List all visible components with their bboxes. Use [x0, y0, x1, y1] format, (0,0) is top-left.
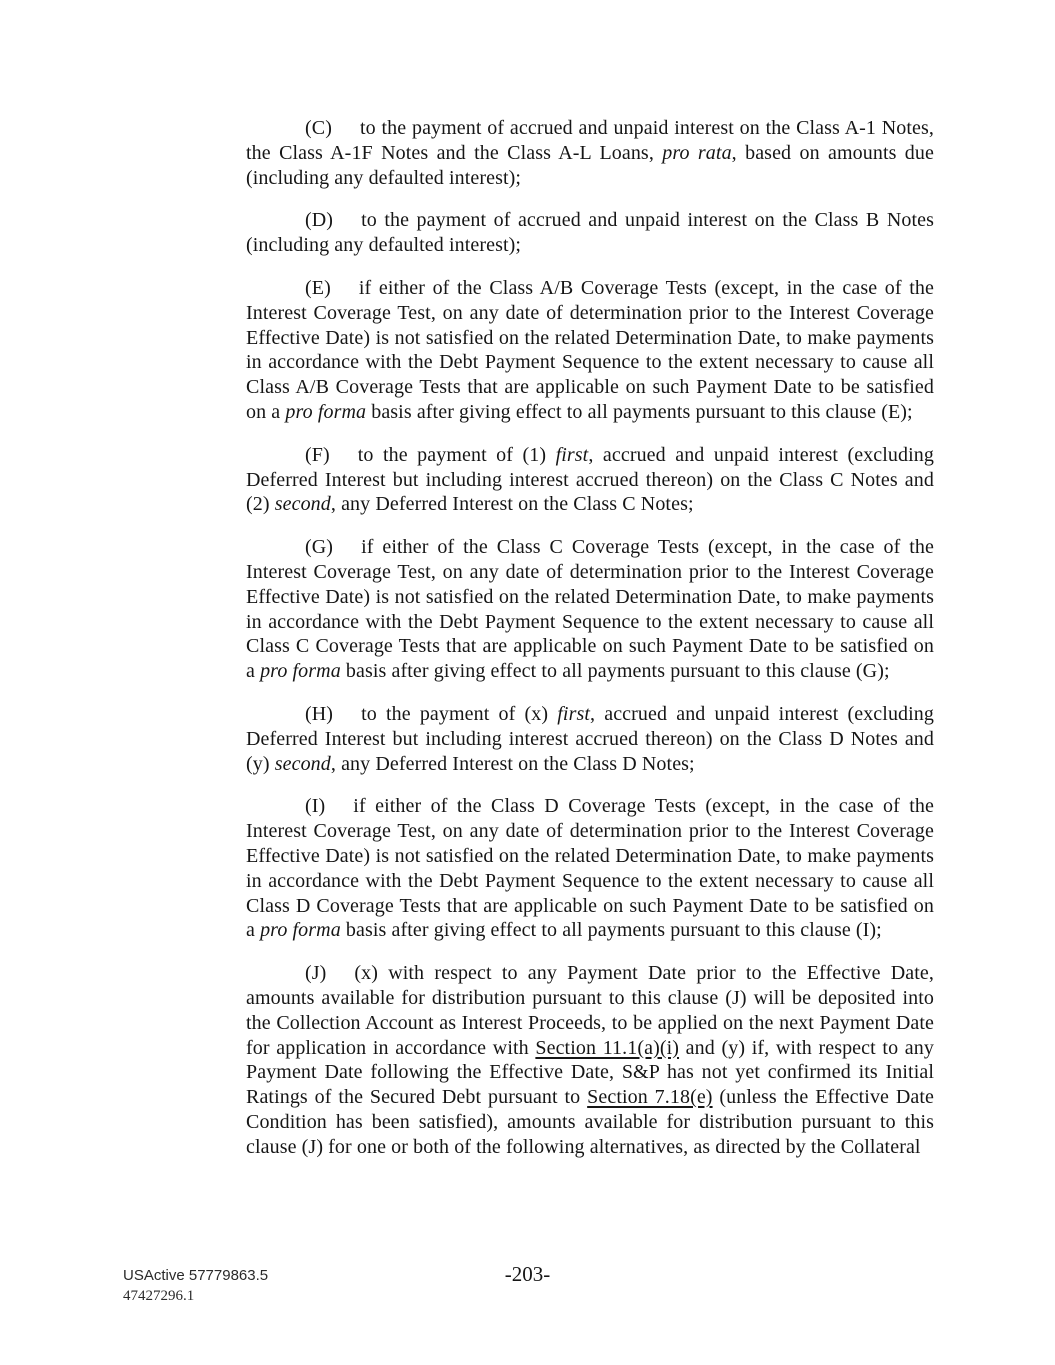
tab-space [331, 293, 359, 294]
clause-text: to the payment of (x) [361, 702, 558, 725]
clause-text: basis after giving effect to all payments pursuant to this clause (G); [340, 660, 890, 683]
emphasized-text: second [274, 752, 331, 775]
clause-text: if either of the Class D Coverage Tests (except, in the case of the Interest Coverage Test, on any date of determination prior to the Interest Coverage Effective Date) is not satisfied on the related Determination Date, to make payments in accordance with the Debt Payment Sequence to the extent necessary to cause all Class D Coverage Tests that are applicable on such Payment Date to be satisfied on a [246, 795, 934, 942]
emphasized-text: pro forma [260, 919, 341, 942]
clause-text: (unless the Effective Date Condition has been satisfied), amounts available for distribution pursuant to this clause (J) for one or both of the following alternatives, as directed by the Collateral [246, 1086, 935, 1158]
clause-label: (F) [305, 443, 330, 466]
emphasized-text: first [555, 443, 589, 466]
clause-paragraph [246, 208, 934, 258]
tab-space [325, 811, 353, 812]
clause-paragraph [246, 116, 934, 190]
clause-text: (x) with respect to any Payment Date prior to the Effective Date, amounts available for distribution pursuant to this clause (J) will be deposited into the Collection Account as Interest Proceeds, to be applied on the next Payment Date for application in accordance with [246, 962, 934, 1059]
clause-text: to the payment of (1) [357, 443, 556, 466]
clause-text: basis after giving effect to all payments pursuant to this clause (E); [366, 400, 913, 423]
emphasized-text: pro forma [285, 400, 367, 423]
clause-text: and (y) if, with respect to any Payment Date following the Effective Date, S&P has not yet confirmed its Initial Ratings of the Secured Debt pursuant to [246, 1036, 934, 1109]
clause-text: to the payment of accrued and unpaid interest on the Class A-1 Notes, the Class A-1F Notes and the Class A-L Loans, [246, 117, 934, 164]
doc-control-number: USActive 57779863.5 [123, 1267, 269, 1284]
section-reference: Section 7.18(e) [587, 1086, 713, 1109]
clause-label: (E) [305, 276, 331, 299]
clause-paragraph [246, 794, 934, 943]
emphasized-text: pro forma [260, 660, 341, 683]
clause-text: basis after giving effect to all payments pursuant to this clause (I); [340, 919, 882, 942]
clause-paragraph [246, 276, 934, 425]
clause-text: to the payment of accrued and unpaid interest on the Class B Notes (including any defaulted interest); [246, 209, 934, 257]
page-number: -203- [504, 1262, 551, 1286]
tab-space [326, 978, 354, 979]
clause-text: if either of the Class A/B Coverage Tests (except, in the case of the Interest Coverage Test, on any date of determination prior to the Interest Coverage Effective Date) is not satisfied on the related Determination Date, to make payments in accordance with the Debt Payment Sequence to the extent necessary to cause all Class A/B Coverage Tests that are applicable on such Payment Date to be satisfied on a [246, 276, 934, 423]
section-reference: Section 11.1(a)(i) [535, 1036, 680, 1059]
clause-text: , any Deferred Interest on the Class C Notes; [330, 493, 694, 516]
clause-paragraph [246, 961, 934, 1159]
clause-text: if either of the Class C Coverage Tests (except, in the case of the Interest Coverage Test, on any date of determination prior to the Interest Coverage Effective Date) is not satisfied on the related Determination Date, to make payments in accordance with the Debt Payment Sequence to the extent necessary to cause all Class C Coverage Tests that are applicable on such Payment Date to be satisfied on a [246, 536, 934, 683]
emphasized-text: second [274, 493, 331, 516]
clause-text: , any Deferred Interest on the Class D Notes; [330, 752, 695, 775]
clause-label: (J) [305, 962, 327, 985]
emphasized-text: pro rata [662, 141, 732, 164]
clause-paragraph [246, 702, 934, 776]
clause-paragraph [246, 443, 934, 517]
clause-text: , accrued and unpaid interest (excluding Deferred Interest but including interest accrued thereon) on the Class C Notes and (2) [246, 443, 934, 516]
tab-space [332, 133, 360, 134]
emphasized-text: first [557, 702, 590, 725]
clause-label: (H) [305, 702, 334, 725]
tab-space [333, 719, 361, 720]
tab-space [330, 460, 358, 461]
clause-text: , accrued and unpaid interest (excluding Deferred Interest but including interest accrued thereon) on the Class D Notes and (y) [246, 702, 934, 775]
doc-version-number: 47427296.1 [123, 1288, 195, 1304]
clause-label: (G) [305, 536, 334, 559]
clause-paragraph [246, 535, 934, 684]
tab-space [333, 225, 361, 226]
clause-label: (I) [305, 795, 326, 818]
tab-space [333, 552, 361, 553]
document-body [246, 116, 934, 1177]
clause-label: (D) [305, 209, 334, 232]
clause-label: (C) [305, 117, 332, 139]
clause-text: , based on amounts due (including any defaulted interest); [246, 141, 934, 189]
